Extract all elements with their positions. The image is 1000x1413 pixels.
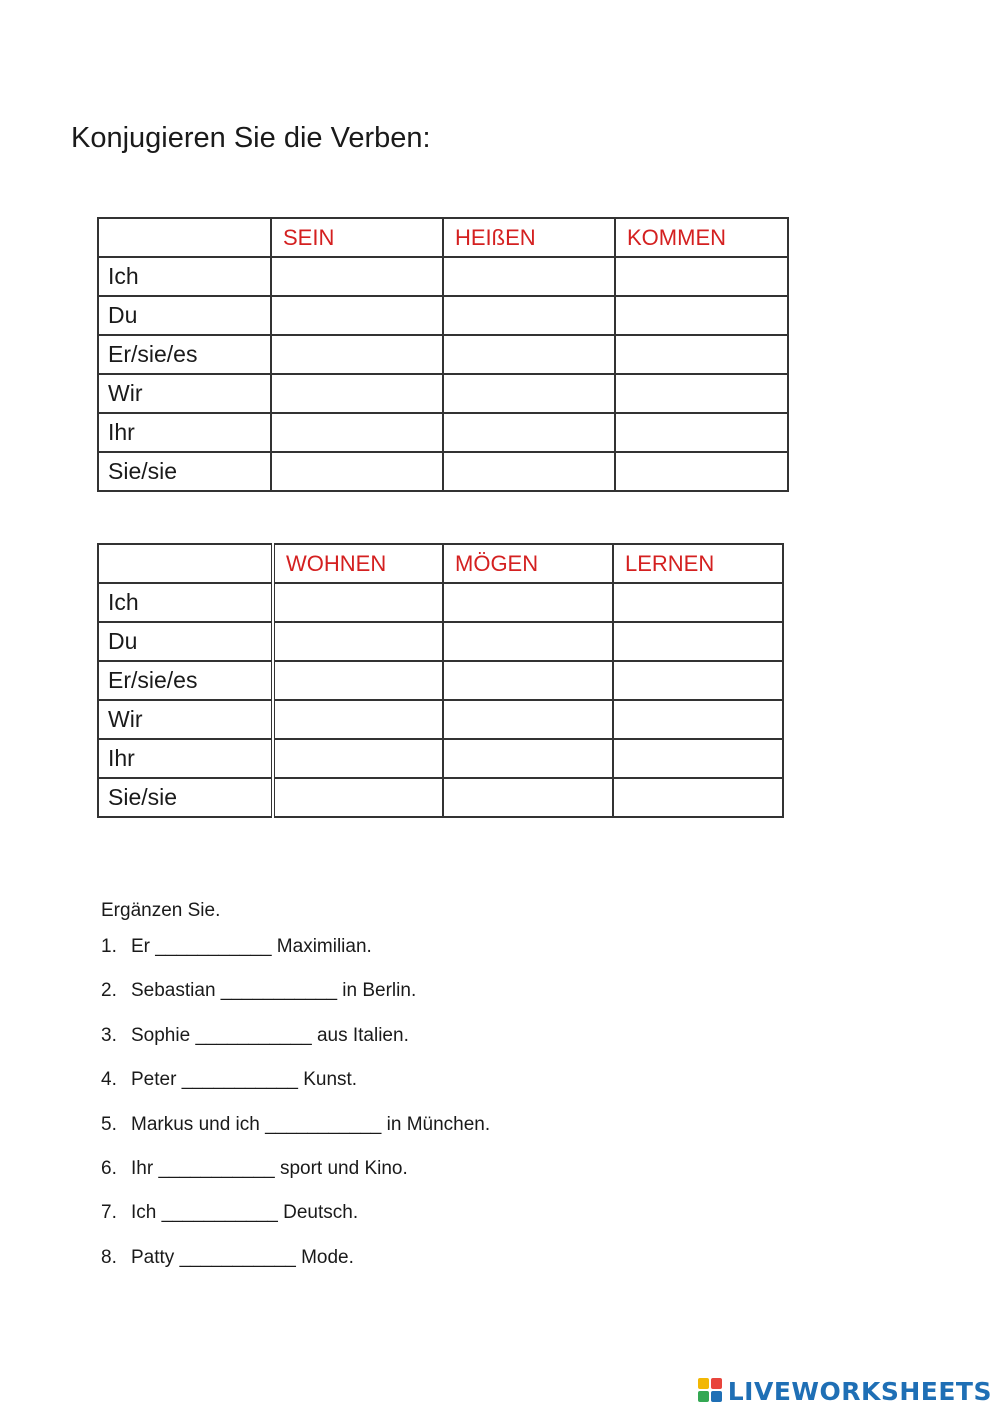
exercise-list xyxy=(101,936,490,1291)
answer-cell[interactable] xyxy=(443,335,615,374)
answer-cell[interactable] xyxy=(271,413,443,452)
answer-cell[interactable] xyxy=(613,700,783,739)
answer-cell[interactable] xyxy=(443,452,615,491)
pronoun-cell: Ihr xyxy=(98,413,271,452)
list-item xyxy=(101,980,490,1024)
item-number: 4. xyxy=(101,1069,117,1091)
pronoun-cell: Ich xyxy=(98,257,271,296)
answer-cell[interactable] xyxy=(443,583,613,622)
verb-header-moegen: MÖGEN xyxy=(443,544,613,583)
answer-cell[interactable] xyxy=(443,622,613,661)
verb-header-heissen: HEIßEN xyxy=(443,218,615,257)
table-row xyxy=(98,257,788,296)
answer-cell[interactable] xyxy=(273,700,443,739)
item-text[interactable]: Er ___________ Maximilian. xyxy=(131,936,372,957)
pronoun-cell: Wir xyxy=(98,374,271,413)
table-row xyxy=(98,622,783,661)
item-text[interactable]: Peter ___________ Kunst. xyxy=(131,1069,358,1091)
pronoun-cell: Sie/sie xyxy=(98,452,271,491)
answer-cell[interactable] xyxy=(613,778,783,817)
answer-cell[interactable] xyxy=(613,622,783,661)
answer-cell[interactable] xyxy=(615,335,788,374)
answer-cell[interactable] xyxy=(443,778,613,817)
list-item xyxy=(101,936,490,980)
answer-cell[interactable] xyxy=(273,622,443,661)
liveworksheets-logo-text: LIVEWORKSHEETS xyxy=(727,1376,992,1406)
table-row xyxy=(98,296,788,335)
answer-cell[interactable] xyxy=(273,739,443,778)
answer-cell[interactable] xyxy=(615,374,788,413)
table-row xyxy=(98,413,788,452)
answer-cell[interactable] xyxy=(615,413,788,452)
table-row xyxy=(98,452,788,491)
answer-cell[interactable] xyxy=(271,374,443,413)
table-header-row xyxy=(98,544,783,583)
answer-cell[interactable] xyxy=(613,661,783,700)
answer-cell[interactable] xyxy=(615,296,788,335)
table-row xyxy=(98,778,783,817)
verb-header-lernen: LERNEN xyxy=(613,544,783,583)
answer-cell[interactable] xyxy=(613,739,783,778)
answer-cell[interactable] xyxy=(443,257,615,296)
pronoun-cell: Sie/sie xyxy=(98,778,273,817)
pronoun-cell: Er/sie/es xyxy=(98,335,271,374)
pronoun-cell: Du xyxy=(98,622,273,661)
answer-cell[interactable] xyxy=(273,583,443,622)
pronoun-cell: Ihr xyxy=(98,739,273,778)
page-title: Konjugieren Sie die Verben: xyxy=(71,122,431,154)
answer-cell[interactable] xyxy=(271,296,443,335)
list-item xyxy=(101,1114,490,1158)
item-text[interactable]: Ich ___________ Deutsch. xyxy=(131,1202,359,1224)
pronoun-cell: Ich xyxy=(98,583,273,622)
item-text[interactable]: Patty ___________ Mode. xyxy=(131,1246,354,1268)
item-text[interactable]: Markus und ich ___________ in München. xyxy=(131,1113,491,1135)
item-number: 3. xyxy=(101,1024,117,1046)
list-item xyxy=(101,1025,490,1069)
table-row xyxy=(98,700,783,739)
list-item xyxy=(101,1069,490,1113)
liveworksheets-logo-icon xyxy=(698,1378,724,1404)
item-number: 8. xyxy=(101,1246,117,1268)
verb-header-wohnen: WOHNEN xyxy=(273,544,443,583)
answer-cell[interactable] xyxy=(443,296,615,335)
answer-cell[interactable] xyxy=(615,257,788,296)
item-text[interactable]: Ihr ___________ sport und Kino. xyxy=(131,1157,408,1179)
item-number: 1. xyxy=(101,936,117,957)
answer-cell[interactable] xyxy=(273,661,443,700)
verb-header-sein: SEIN xyxy=(271,218,443,257)
item-text[interactable]: Sophie ___________ aus Italien. xyxy=(131,1024,409,1046)
corner-cell xyxy=(98,544,273,583)
pronoun-cell: Er/sie/es xyxy=(98,661,273,700)
answer-cell[interactable] xyxy=(443,661,613,700)
answer-cell[interactable] xyxy=(271,335,443,374)
list-item xyxy=(101,1202,490,1246)
liveworksheets-branding[interactable] xyxy=(698,1377,992,1405)
answer-cell[interactable] xyxy=(443,374,615,413)
table-row xyxy=(98,739,783,778)
table-row xyxy=(98,374,788,413)
answer-cell[interactable] xyxy=(273,778,443,817)
verb-header-kommen: KOMMEN xyxy=(615,218,788,257)
answer-cell[interactable] xyxy=(615,452,788,491)
table-row xyxy=(98,335,788,374)
item-number: 7. xyxy=(101,1202,117,1224)
answer-cell[interactable] xyxy=(443,700,613,739)
conjugation-table-1 xyxy=(97,217,789,492)
item-text[interactable]: Sebastian ___________ in Berlin. xyxy=(131,980,417,1002)
answer-cell[interactable] xyxy=(271,452,443,491)
fill-in-exercise xyxy=(101,900,490,1291)
answer-cell[interactable] xyxy=(443,739,613,778)
list-item xyxy=(101,1158,490,1202)
list-item xyxy=(101,1247,490,1291)
answer-cell[interactable] xyxy=(613,583,783,622)
answer-cell[interactable] xyxy=(271,257,443,296)
item-number: 2. xyxy=(101,980,117,1002)
table-row xyxy=(98,583,783,622)
conjugation-table-2 xyxy=(97,543,784,818)
pronoun-cell: Du xyxy=(98,296,271,335)
table-row xyxy=(98,661,783,700)
corner-cell xyxy=(98,218,271,257)
exercise-title: Ergänzen Sie. xyxy=(101,900,221,921)
item-number: 6. xyxy=(101,1157,117,1179)
pronoun-cell: Wir xyxy=(98,700,273,739)
table-header-row xyxy=(98,218,788,257)
item-number: 5. xyxy=(101,1113,117,1135)
answer-cell[interactable] xyxy=(443,413,615,452)
